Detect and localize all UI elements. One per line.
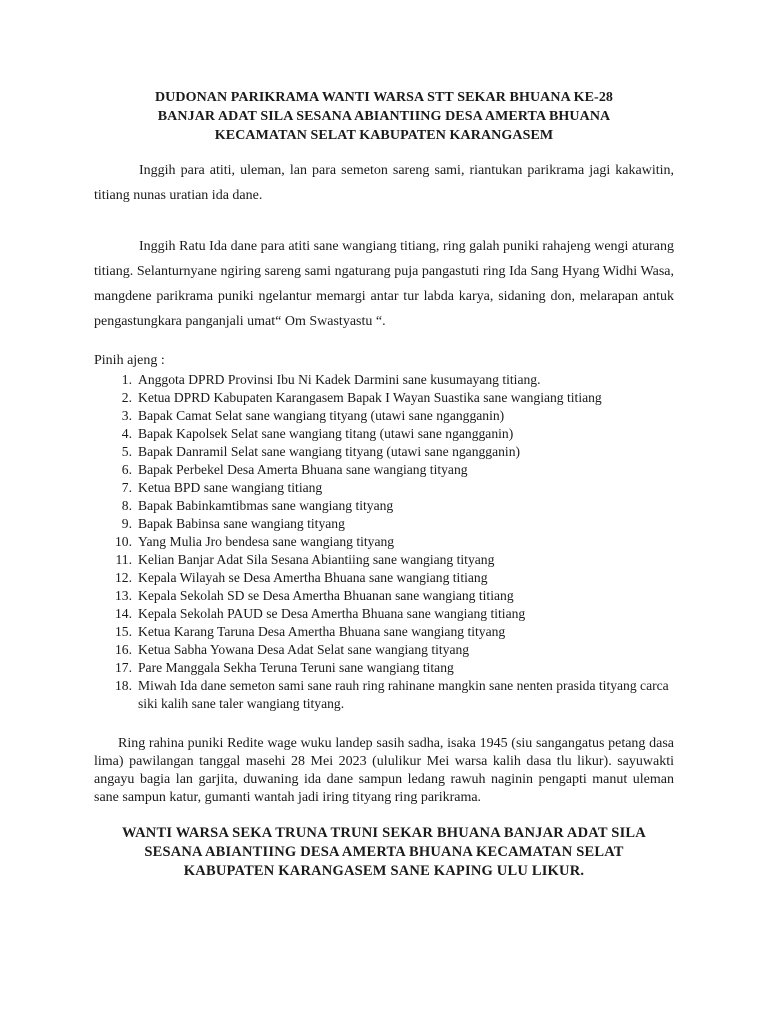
list-item-text: Bapak Perbekel Desa Amerta Bhuana sane wangiang tityang <box>138 462 468 477</box>
list-item-number: 12. <box>115 570 132 585</box>
list-item-text: Ketua Karang Taruna Desa Amertha Bhuana sane wangiang tityang <box>138 624 506 639</box>
list-item-text: Kepala Wilayah se Desa Amertha Bhuana sane wangiang titiang <box>138 570 488 585</box>
closing-line: WANTI WARSA SEKA TRUNA TRUNI SEKAR BHUANA BANJAR ADAT SILA <box>122 825 646 841</box>
greeting-paragraph: Inggih Ratu Ida dane para atiti sane wangiang titiang, ring galah puniki rahajeng wengi aturang titiang. Selanturnyane ngiring sareng sami ngaturang puja pangastuti ring Ida Sang Hyang Widhi Wasa, mangdene parikrama puniki ngelantur memargi antar tur labda karya, sidaning don, melarapan antuk pengastungkara panganjali umat“ Om Swastyastu “. <box>94 239 674 329</box>
list-item-number: 17. <box>115 660 132 675</box>
list-item-number: 11. <box>115 552 132 567</box>
list-item <box>94 587 676 605</box>
list-item-text: Ketua BPD sane wangiang titiang <box>138 480 323 495</box>
list-item-number: 15. <box>115 624 132 639</box>
list-item-number: 10. <box>115 534 132 549</box>
list-item-text: Bapak Danramil Selat sane wangiang tityang (utawi sane ngangganin) <box>138 444 521 459</box>
list-item-text: Miwah Ida dane semeton sami sane rauh ring rahinane mangkin sane nenten prasida tityang carca siki kalih sane taler wangiang tityang. <box>138 678 669 711</box>
list-item <box>94 641 676 659</box>
list-item-number: 18. <box>115 678 132 693</box>
closing-title <box>92 824 676 881</box>
list-item-number: 8. <box>121 498 132 513</box>
list-item-text: Kepala Sekolah PAUD se Desa Amertha Bhuana sane wangiang titiang <box>138 606 526 621</box>
list-item <box>94 407 676 425</box>
list-item-text: Ketua DPRD Kabupaten Karangasem Bapak I Wayan Suastika sane wangiang titiang <box>138 390 602 405</box>
list-item-number: 2. <box>121 390 132 405</box>
title-line: KECAMATAN SELAT KABUPATEN KARANGASEM <box>214 128 554 143</box>
list-item <box>94 497 676 515</box>
title-line: DUDONAN PARIKRAMA WANTI WARSA STT SEKAR BHUANA KE-28 <box>154 90 614 105</box>
list-item-text: Ketua Sabha Yowana Desa Adat Selat sane wangiang tityang <box>138 642 470 657</box>
guest-list <box>94 371 676 713</box>
list-item-text: Bapak Babinkamtibmas sane wangiang tityang <box>138 498 394 513</box>
list-item-text: Yang Mulia Jro bendesa sane wangiang tityang <box>138 534 395 549</box>
list-item-number: 13. <box>115 588 132 603</box>
list-item-number: 3. <box>121 408 132 423</box>
list-item-number: 9. <box>121 516 132 531</box>
list-item <box>94 677 676 713</box>
list-item-number: 16. <box>115 642 132 657</box>
list-item-text: Bapak Camat Selat sane wangiang tityang (utawi sane ngangganin) <box>138 408 505 423</box>
document-title <box>92 88 676 145</box>
list-item <box>94 371 676 389</box>
list-item-text: Bapak Babinsa sane wangiang tityang <box>138 516 345 531</box>
list-item-text: Kelian Banjar Adat Sila Sesana Abiantiing sane wangiang tityang <box>138 552 495 567</box>
list-item <box>94 443 676 461</box>
list-item <box>94 461 676 479</box>
list-item-text: Kepala Sekolah SD se Desa Amertha Bhuanan sane wangiang titiang <box>138 588 514 603</box>
list-item <box>94 479 676 497</box>
closing-line: SESANA ABIANTIING DESA AMERTA BHUANA KECAMATAN SELAT <box>144 844 624 860</box>
list-item <box>94 659 676 677</box>
list-item <box>94 551 676 569</box>
list-item-number: 7. <box>121 480 132 495</box>
list-item <box>94 569 676 587</box>
list-item-text: Pare Manggala Sekha Teruna Teruni sane wangiang titang <box>138 660 454 675</box>
date-paragraph: Ring rahina puniki Redite wage wuku landep sasih sadha, isaka 1945 (siu sangangatus petang dasa lima) pawilangan tanggal masehi 28 Mei 2023 (ululikur Mei warsa kalih dasa tlu likur). sayuwakti angayu bagia lan garjita, duwaning ida dane sampun ledang rawuh naginin pengapti manut uleman sane sampun katur, gumanti wantah jadi iring tityang ring parikrama. <box>94 736 674 805</box>
list-item <box>94 425 676 443</box>
list-item-number: 14. <box>115 606 132 621</box>
list-item <box>94 623 676 641</box>
list-item-number: 4. <box>121 426 132 441</box>
list-item-number: 6. <box>121 462 132 477</box>
list-item-text: Anggota DPRD Provinsi Ibu Ni Kadek Darmini sane kusumayang titiang. <box>138 372 541 387</box>
list-item <box>94 515 676 533</box>
title-line: BANJAR ADAT SILA SESANA ABIANTIING DESA AMERTA BHUANA <box>157 109 611 124</box>
closing-line: KABUPATEN KARANGASEM SANE KAPING ULU LIKUR. <box>183 863 585 879</box>
list-item-text: Bapak Kapolsek Selat sane wangiang titang (utawi sane ngangganin) <box>138 426 514 441</box>
list-item <box>94 605 676 623</box>
list-heading: Pinih ajeng : <box>94 353 165 368</box>
list-item <box>94 533 676 551</box>
list-item <box>94 389 676 407</box>
list-item-number: 5. <box>121 444 132 459</box>
opening-paragraph: Inggih para atiti, uleman, lan para semeton sareng sami, riantukan parikrama jagi kakawitin, titiang nunas uratian ida dane. <box>94 163 674 203</box>
list-item-number: 1. <box>121 372 132 387</box>
